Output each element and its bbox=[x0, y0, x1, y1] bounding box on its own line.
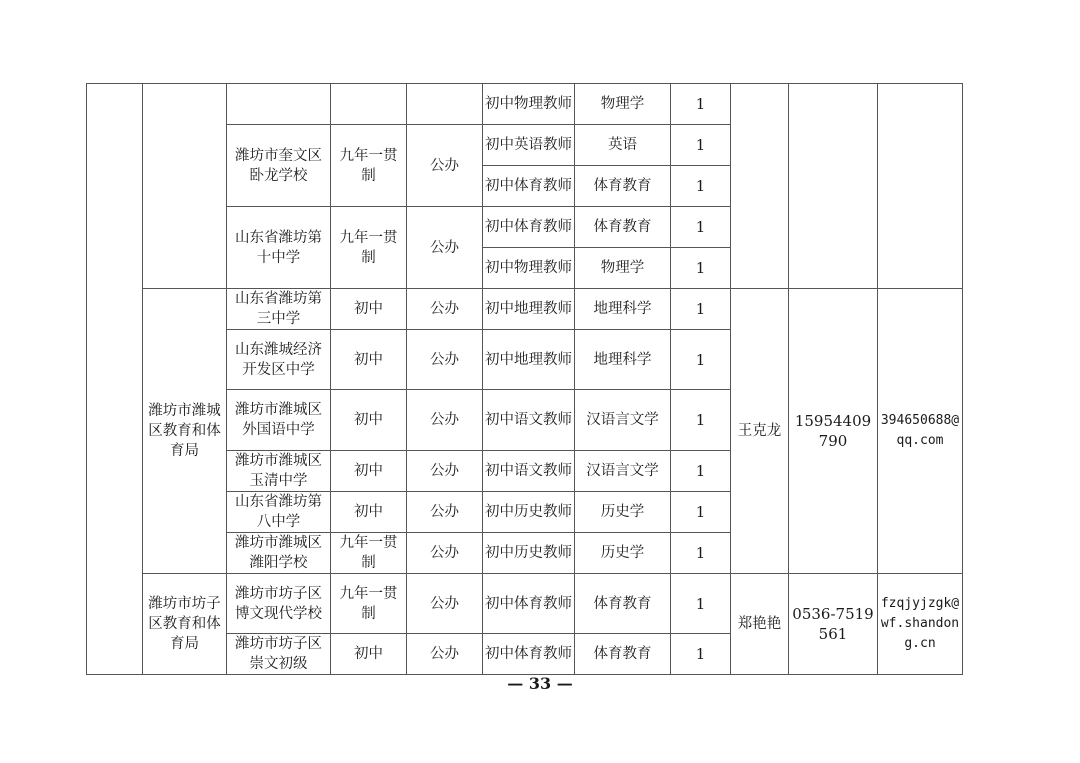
major-cell: 体育教育 bbox=[575, 574, 671, 634]
school-nature-cell: 公办 bbox=[407, 330, 483, 390]
count-cell: 1 bbox=[671, 207, 731, 248]
count-cell: 1 bbox=[671, 390, 731, 451]
school-nature-cell bbox=[407, 84, 483, 125]
school-nature-cell: 公办 bbox=[407, 492, 483, 533]
department-cell: 潍坊市潍城区教育和体育局 bbox=[143, 289, 227, 574]
school-type-cell: 初中 bbox=[331, 451, 407, 492]
major-cell: 体育教育 bbox=[575, 207, 671, 248]
count-cell: 1 bbox=[671, 125, 731, 166]
count-cell: 1 bbox=[671, 634, 731, 675]
post-cell: 初中地理教师 bbox=[483, 330, 575, 390]
school-type-cell: 初中 bbox=[331, 634, 407, 675]
school-name-cell: 山东潍城经济开发区中学 bbox=[227, 330, 331, 390]
school-name-cell: 山东省潍坊第三中学 bbox=[227, 289, 331, 330]
contact-phone-cell: 15954409790 bbox=[789, 289, 878, 574]
count-cell: 1 bbox=[671, 248, 731, 289]
school-type-cell: 九年一贯制 bbox=[331, 533, 407, 574]
table-body bbox=[87, 84, 963, 675]
major-cell: 地理科学 bbox=[575, 330, 671, 390]
count-cell: 1 bbox=[671, 574, 731, 634]
school-nature-cell: 公办 bbox=[407, 207, 483, 289]
major-cell: 地理科学 bbox=[575, 289, 671, 330]
major-cell: 英语 bbox=[575, 125, 671, 166]
school-nature-cell: 公办 bbox=[407, 533, 483, 574]
post-cell: 初中语文教师 bbox=[483, 390, 575, 451]
school-nature-cell: 公办 bbox=[407, 451, 483, 492]
department-cell: 潍坊市坊子区教育和体育局 bbox=[143, 574, 227, 675]
school-name-cell: 潍坊市坊子区博文现代学校 bbox=[227, 574, 331, 634]
recruitment-table bbox=[86, 83, 963, 675]
school-type-cell: 初中 bbox=[331, 289, 407, 330]
school-name-cell: 潍坊市潍城区外国语中学 bbox=[227, 390, 331, 451]
count-cell: 1 bbox=[671, 492, 731, 533]
post-cell: 初中体育教师 bbox=[483, 634, 575, 675]
count-cell: 1 bbox=[671, 330, 731, 390]
school-name-cell: 山东省潍坊第八中学 bbox=[227, 492, 331, 533]
post-cell: 初中历史教师 bbox=[483, 533, 575, 574]
post-cell: 初中物理教师 bbox=[483, 248, 575, 289]
school-nature-cell: 公办 bbox=[407, 125, 483, 207]
school-type-cell: 九年一贯制 bbox=[331, 574, 407, 634]
school-nature-cell: 公办 bbox=[407, 574, 483, 634]
school-name-cell: 潍坊市奎文区卧龙学校 bbox=[227, 125, 331, 207]
major-cell: 历史学 bbox=[575, 533, 671, 574]
school-nature-cell: 公办 bbox=[407, 390, 483, 451]
margin-column-cell bbox=[87, 84, 143, 675]
school-name-cell: 山东省潍坊第十中学 bbox=[227, 207, 331, 289]
post-cell: 初中体育教师 bbox=[483, 574, 575, 634]
contact-phone-cell: 0536-7519561 bbox=[789, 574, 878, 675]
table-row bbox=[87, 289, 963, 330]
school-type-cell: 九年一贯制 bbox=[331, 207, 407, 289]
contact-email-cell: 394650688@qq.com bbox=[878, 289, 963, 574]
table-row bbox=[87, 84, 963, 125]
post-cell: 初中体育教师 bbox=[483, 207, 575, 248]
major-cell: 体育教育 bbox=[575, 166, 671, 207]
school-name-cell: 潍坊市潍城区玉清中学 bbox=[227, 451, 331, 492]
major-cell: 汉语言文学 bbox=[575, 451, 671, 492]
post-cell: 初中英语教师 bbox=[483, 125, 575, 166]
post-cell: 初中语文教师 bbox=[483, 451, 575, 492]
school-type-cell: 初中 bbox=[331, 492, 407, 533]
contact-name-cell: 王克龙 bbox=[731, 289, 789, 574]
count-cell: 1 bbox=[671, 84, 731, 125]
contact-phone-cell bbox=[789, 84, 878, 289]
count-cell: 1 bbox=[671, 166, 731, 207]
post-cell: 初中物理教师 bbox=[483, 84, 575, 125]
school-name-cell: 潍坊市坊子区崇文初级 bbox=[227, 634, 331, 675]
post-cell: 初中地理教师 bbox=[483, 289, 575, 330]
post-cell: 初中体育教师 bbox=[483, 166, 575, 207]
page-number: — 33 — bbox=[507, 674, 573, 693]
table-row bbox=[87, 574, 963, 634]
contact-email-cell bbox=[878, 84, 963, 289]
count-cell: 1 bbox=[671, 451, 731, 492]
contact-name-cell: 郑艳艳 bbox=[731, 574, 789, 675]
count-cell: 1 bbox=[671, 289, 731, 330]
major-cell: 历史学 bbox=[575, 492, 671, 533]
school-type-cell: 初中 bbox=[331, 390, 407, 451]
school-name-cell bbox=[227, 84, 331, 125]
major-cell: 体育教育 bbox=[575, 634, 671, 675]
major-cell: 汉语言文学 bbox=[575, 390, 671, 451]
post-cell: 初中历史教师 bbox=[483, 492, 575, 533]
major-cell: 物理学 bbox=[575, 248, 671, 289]
school-nature-cell: 公办 bbox=[407, 634, 483, 675]
school-type-cell: 九年一贯制 bbox=[331, 125, 407, 207]
school-nature-cell: 公办 bbox=[407, 289, 483, 330]
school-type-cell bbox=[331, 84, 407, 125]
school-name-cell: 潍坊市潍城区潍阳学校 bbox=[227, 533, 331, 574]
count-cell: 1 bbox=[671, 533, 731, 574]
contact-email-cell: fzqjyjzgk@wf.shandong.cn bbox=[878, 574, 963, 675]
school-type-cell: 初中 bbox=[331, 330, 407, 390]
contact-name-cell bbox=[731, 84, 789, 289]
department-cell bbox=[143, 84, 227, 289]
major-cell: 物理学 bbox=[575, 84, 671, 125]
